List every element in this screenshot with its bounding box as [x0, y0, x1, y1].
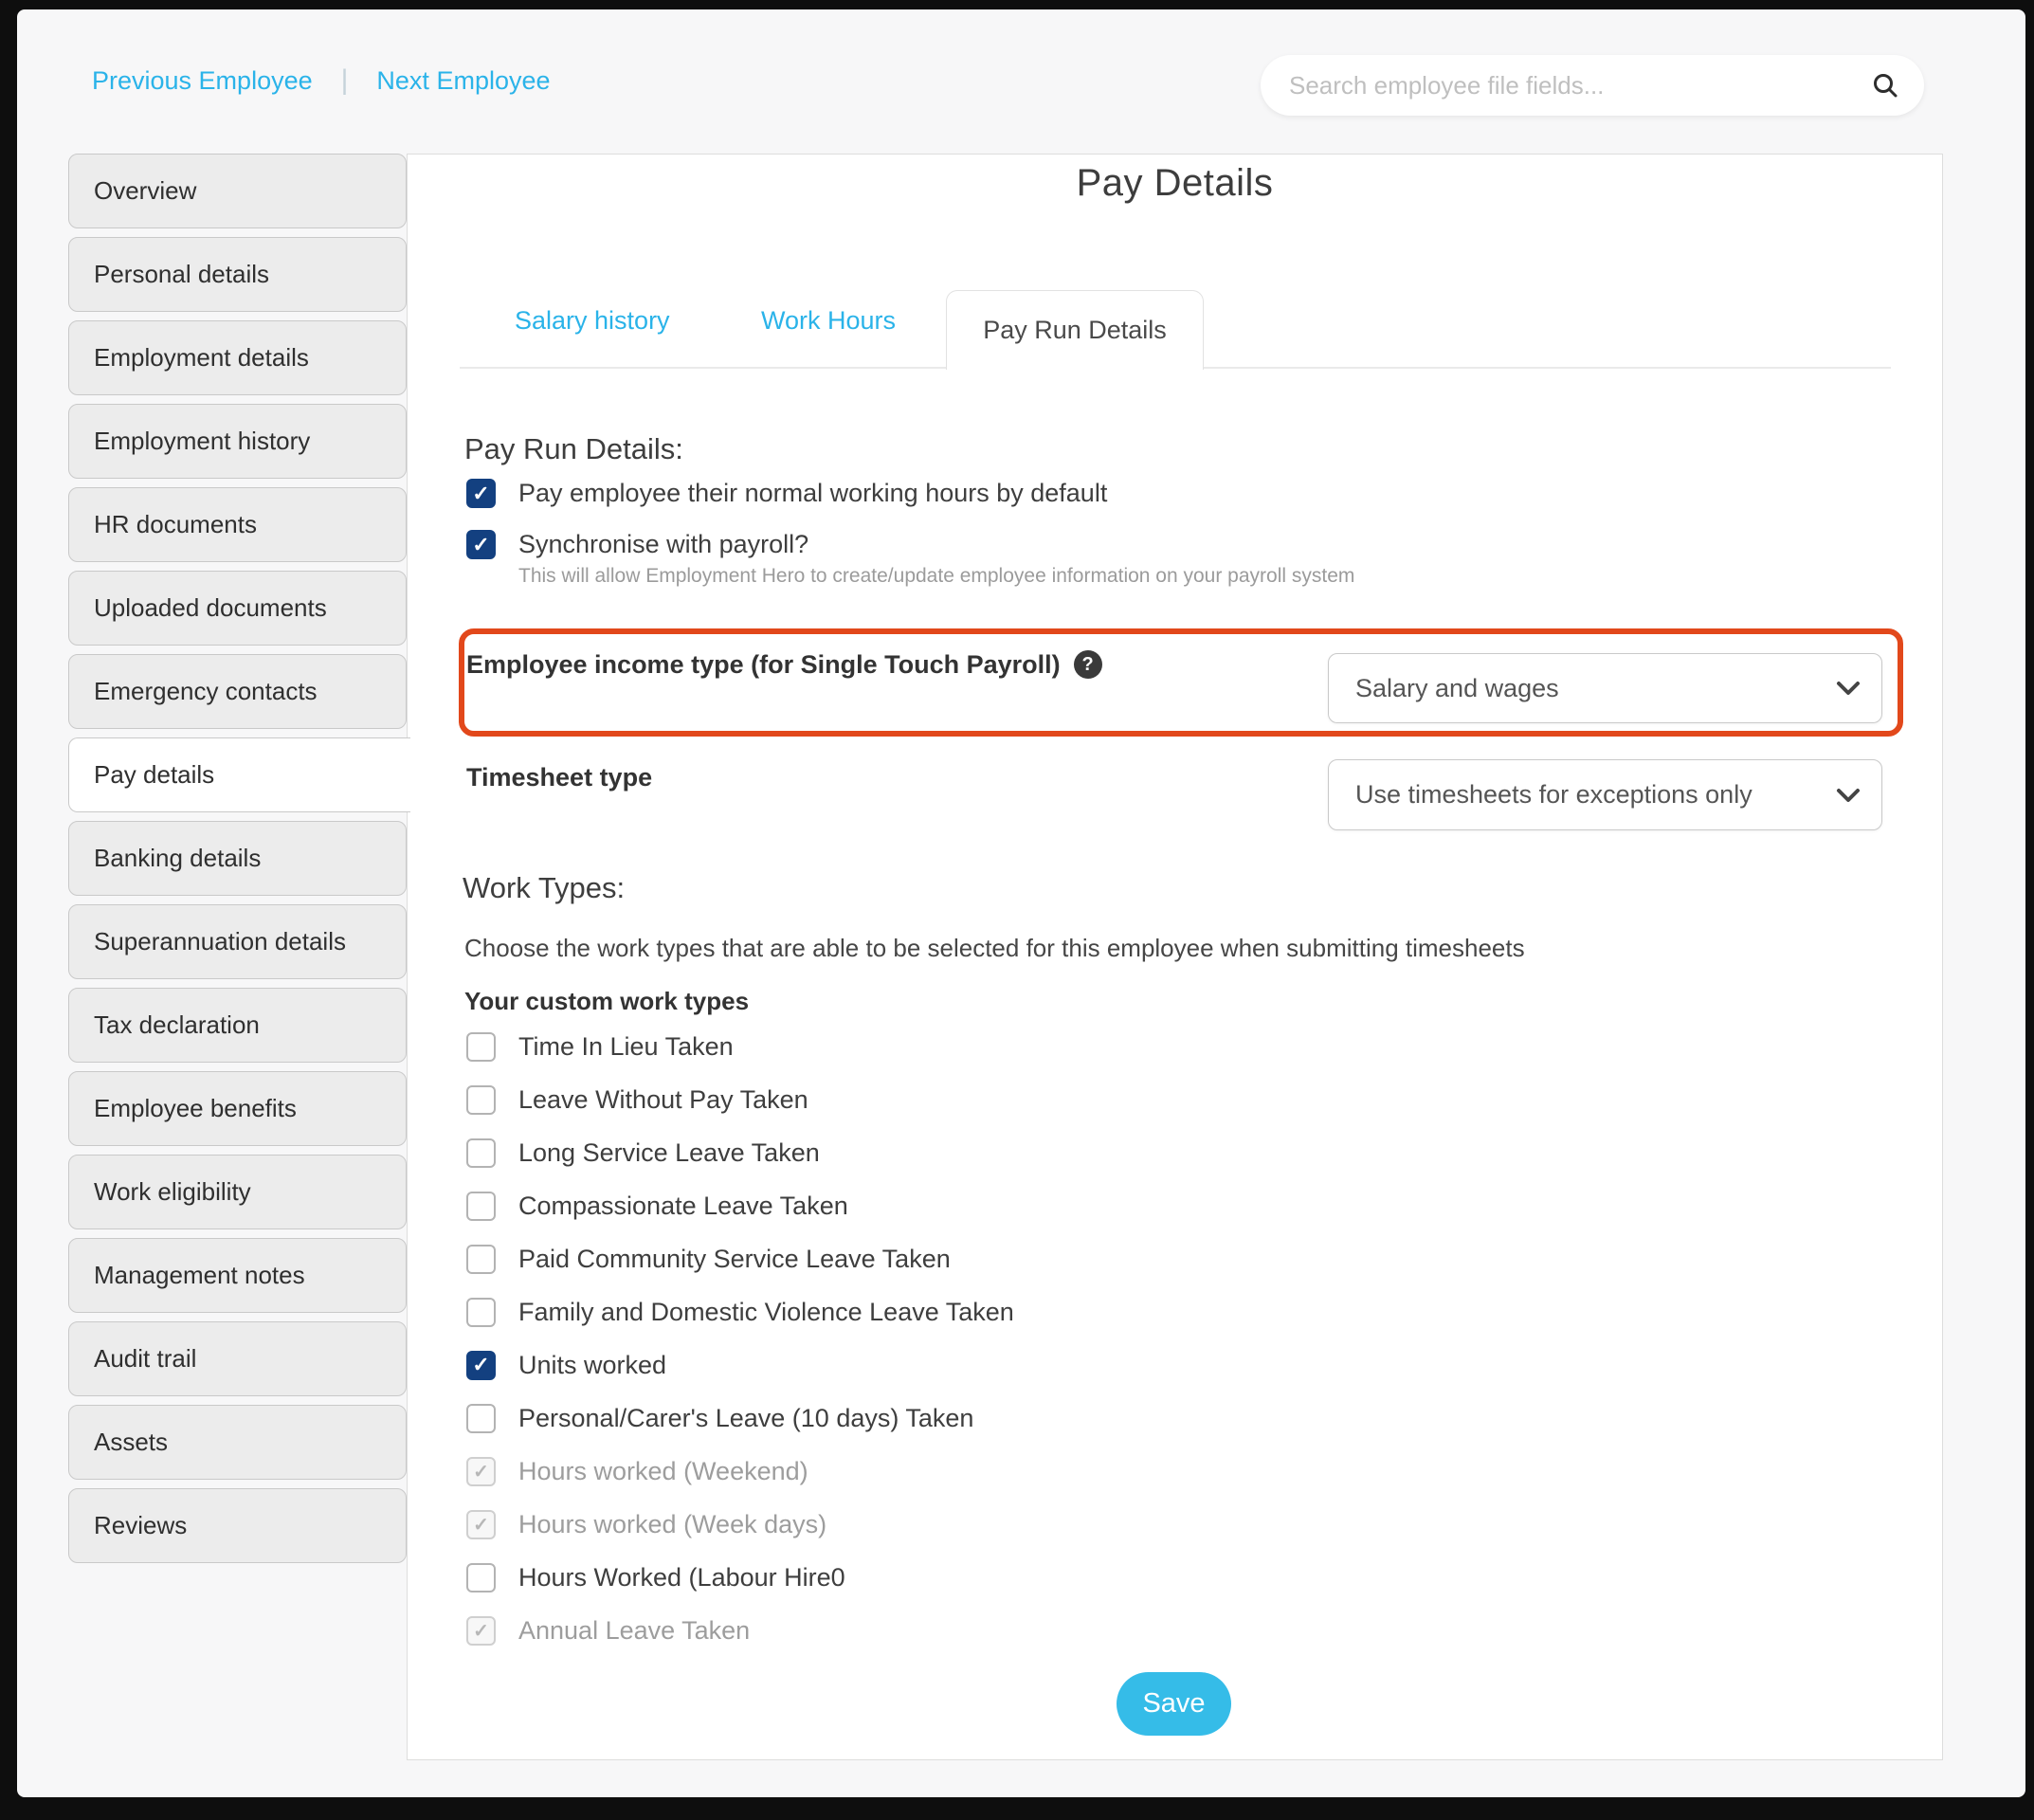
timesheet-type-select[interactable]	[1328, 759, 1882, 830]
pay-details-panel	[407, 154, 1943, 1760]
page-title: Pay Details	[1076, 162, 1274, 204]
sidebar-item-emergency-contacts[interactable]: Emergency contacts	[68, 654, 407, 729]
work-type-row-leave-without-pay-taken	[466, 1073, 1014, 1126]
search-icon[interactable]	[1871, 71, 1899, 100]
work-type-label: Family and Domestic Violence Leave Taken	[518, 1297, 1014, 1326]
help-icon[interactable]: ?	[1074, 650, 1102, 679]
synchronise-payroll-helper-text: This will allow Employment Hero to create/update employee information on your payroll system	[518, 565, 1355, 587]
work-type-checkbox-hours-worked-weekend	[466, 1457, 496, 1486]
work-type-label: Time In Lieu Taken	[518, 1031, 734, 1061]
normal-hours-checkbox[interactable]	[466, 479, 496, 508]
work-type-row-compassionate-leave-taken	[466, 1179, 1014, 1232]
work-types-list	[466, 1020, 1014, 1657]
timesheet-type-label: Timesheet type	[466, 763, 653, 792]
synchronise-payroll-row	[466, 526, 1354, 588]
work-type-label: Hours worked (Week days)	[518, 1509, 827, 1538]
sidebar-item-work-eligibility[interactable]: Work eligibility	[68, 1155, 407, 1229]
normal-hours-label: Pay employee their normal working hours by default	[518, 479, 1108, 507]
sidebar-item-uploaded-documents[interactable]: Uploaded documents	[68, 571, 407, 646]
sidebar-item-assets[interactable]: Assets	[68, 1405, 407, 1480]
work-type-checkbox-annual-leave-taken	[466, 1616, 496, 1646]
custom-work-types-subheading: Your custom work types	[464, 987, 750, 1015]
work-type-row-time-in-lieu-taken	[466, 1020, 1014, 1073]
income-type-select[interactable]	[1328, 653, 1882, 723]
work-type-row-units-worked	[466, 1338, 1014, 1392]
work-type-row-paid-community-service-leave-taken	[466, 1232, 1014, 1285]
work-type-label: Long Service Leave Taken	[518, 1138, 820, 1167]
work-type-checkbox-hours-worked-labour-hire0[interactable]	[466, 1563, 496, 1592]
work-type-row-family-and-domestic-violence-leave-taken	[466, 1285, 1014, 1338]
sidebar-item-personal-details[interactable]: Personal details	[68, 237, 407, 312]
search-bar[interactable]	[1261, 55, 1924, 116]
work-type-checkbox-paid-community-service-leave-taken[interactable]	[466, 1245, 496, 1274]
tab-pay-run-details[interactable]: Pay Run Details	[946, 290, 1204, 370]
sidebar-item-management-notes[interactable]: Management notes	[68, 1238, 407, 1313]
work-type-row-hours-worked-weekend	[466, 1445, 1014, 1498]
work-type-row-hours-worked-week-days	[466, 1498, 1014, 1551]
sidebar-item-overview[interactable]: Overview	[68, 154, 407, 228]
work-type-label: Leave Without Pay Taken	[518, 1084, 808, 1114]
work-type-row-annual-leave-taken	[466, 1604, 1014, 1657]
work-type-checkbox-long-service-leave-taken[interactable]	[466, 1138, 496, 1168]
search-input[interactable]	[1289, 71, 1871, 100]
work-type-checkbox-personal-carer-s-leave-10-days-taken[interactable]	[466, 1404, 496, 1433]
income-type-value: Salary and wages	[1355, 673, 1559, 702]
sidebar-item-superannuation-details[interactable]: Superannuation details	[68, 904, 407, 979]
chevron-down-icon	[1836, 680, 1861, 697]
work-type-label: Paid Community Service Leave Taken	[518, 1244, 951, 1273]
chevron-down-icon	[1836, 787, 1861, 804]
sidebar-item-reviews[interactable]: Reviews	[68, 1488, 407, 1563]
employee-file-page	[17, 9, 2025, 1797]
work-type-checkbox-time-in-lieu-taken[interactable]	[466, 1032, 496, 1062]
work-type-row-long-service-leave-taken	[466, 1126, 1014, 1179]
sidebar-item-employment-details[interactable]: Employment details	[68, 320, 407, 395]
work-type-checkbox-hours-worked-week-days	[466, 1510, 496, 1539]
work-types-heading: Work Types:	[463, 871, 626, 904]
previous-employee-link[interactable]: Previous Employee	[92, 65, 313, 95]
pager-divider: |	[340, 64, 349, 96]
sidebar-item-banking-details[interactable]: Banking details	[68, 821, 407, 896]
sidebar-item-hr-documents[interactable]: HR documents	[68, 487, 407, 562]
income-type-label: Employee income type (for Single Touch Payroll)	[466, 649, 1061, 679]
sidebar-item-tax-declaration[interactable]: Tax declaration	[68, 988, 407, 1063]
work-type-label: Annual Leave Taken	[518, 1615, 751, 1645]
work-types-description: Choose the work types that are able to be selected for this employee when submitting timesheets	[464, 934, 1525, 962]
tab-salary-history[interactable]: Salary history	[515, 306, 670, 335]
synchronise-payroll-label: Synchronise with payroll?	[518, 530, 809, 558]
next-employee-link[interactable]: Next Employee	[376, 65, 551, 95]
work-type-row-hours-worked-labour-hire0	[466, 1551, 1014, 1604]
work-type-checkbox-leave-without-pay-taken[interactable]	[466, 1085, 496, 1115]
work-type-label: Units worked	[518, 1350, 667, 1379]
work-type-label: Hours worked (Weekend)	[518, 1456, 808, 1485]
sidebar-item-employee-benefits[interactable]: Employee benefits	[68, 1071, 407, 1146]
work-type-checkbox-compassionate-leave-taken[interactable]	[466, 1192, 496, 1221]
timesheet-type-value: Use timesheets for exceptions only	[1355, 780, 1753, 809]
work-type-label: Personal/Carer's Leave (10 days) Taken	[518, 1403, 974, 1432]
work-type-label: Compassionate Leave Taken	[518, 1191, 848, 1220]
work-type-row-personal-carer-s-leave-10-days-taken	[466, 1392, 1014, 1445]
pay-run-options	[466, 475, 1354, 603]
work-type-checkbox-family-and-domestic-violence-leave-taken[interactable]	[466, 1298, 496, 1327]
income-type-row	[466, 647, 1102, 682]
sidebar-item-audit-trail[interactable]: Audit trail	[68, 1321, 407, 1396]
work-type-checkbox-units-worked[interactable]	[466, 1351, 496, 1380]
normal-hours-row	[466, 475, 1354, 511]
sidebar-item-employment-history[interactable]: Employment history	[68, 404, 407, 479]
pay-run-details-heading: Pay Run Details:	[464, 432, 683, 465]
sidebar-item-pay-details[interactable]: Pay details	[68, 737, 410, 812]
employee-pager	[92, 64, 551, 97]
save-button[interactable]: Save	[1117, 1672, 1231, 1736]
synchronise-payroll-checkbox[interactable]	[466, 530, 496, 559]
work-type-label: Hours Worked (Labour Hire0	[518, 1562, 845, 1592]
employee-file-sidebar	[68, 154, 407, 1563]
tab-work-hours[interactable]: Work Hours	[761, 306, 897, 335]
